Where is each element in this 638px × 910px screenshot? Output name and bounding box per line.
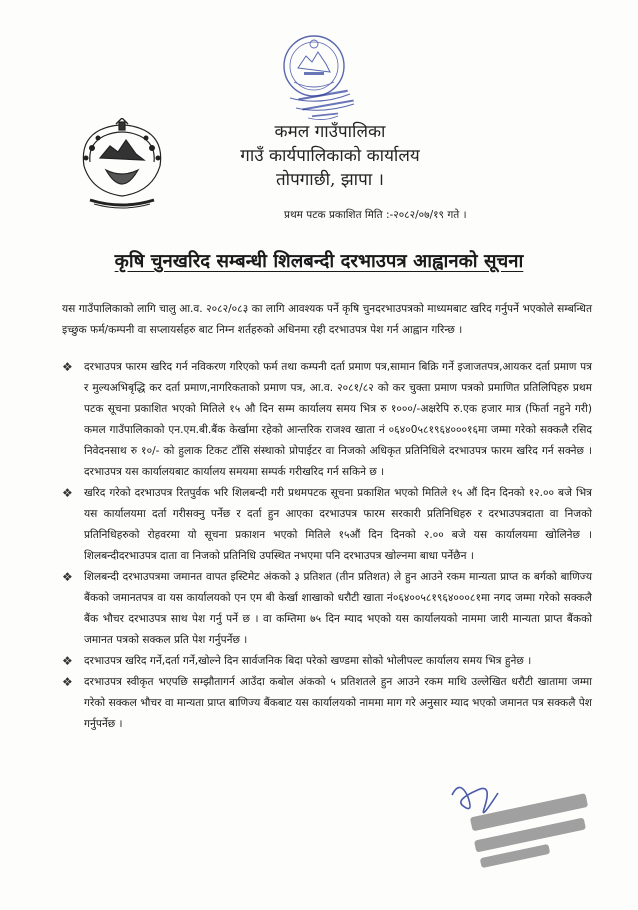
condition-text: खरिद गरेको दरभाउपत्र रितपुर्वक भरि शिलबन्दी गरी प्रथमपटक सूचना प्रकाशित भएको मितिले १५ औं दिन दिनको १२.०० बजे भित्र यस कार्यालयमा दर्ता गरीसक्नु पर्नेछ र दर्ता हुन आएका दरभाउपत्र फारम सरकारी प्रतिनिधिहरु र दरभाउपत्रदाता वा निजको प्रतिनिधिहरुको रोहवरमा यो सूचना प्रकाशन भएको मितिले १५औं दिन दिनको २.०० बजे यस कार्यालयमा खोलिनेछ । शिलबन्दीदरभाउपत्र दाता वा निजको प्रतिनिधि उपस्थित नभएमा पनि दरभाउपत्र खोल्नमा बाधा पर्नेछैन । [84, 487, 592, 562]
nepal-emblem-icon [70, 118, 174, 212]
condition-text: दरभाउपत्र फारम खरिद गर्न नविकरण गरिएको फर्म तथा कम्पनी दर्ता प्रमाण पत्र,सामान बिक्रि गर्ने इजाजतपत्र,आयकर दर्ता प्रमाण पत्र र मुल्यअभिबृद्धि कर दर्ता प्रमाण,नागरिकताको प्रमाण पत्र, आ.व. २०८१/८२ को कर चुक्ता प्रमाण पत्रको प्रमाणित प्रतिलिपिहरु प्रथम पटक सूचना प्रकाशित भएको मितिले १५ औ दिन सम्म कार्यालय समय भित्र रु १०००/-अक्षरेपि रु.एक हजार मात्र (फिर्ता नहुने गरी) कमल गाउँपालिकाको एन.एम.बी.बैंक केर्खामा रहेको आन्तरिक राजश्व खाता नं ०६४०0५८१९६४०००१६मा जम्मा गरेको सक्कलै रसिद निवेदनसाथ रु १०/- को हुलाक टिकट टाँसि संस्थाको प्रोपाईटर वा निजको अधिकृत प्रतिनिधिले दरभाउपत्र फारम खरिद गर्न सक्नेछ । दरभाउपत्र यस कार्यालयबाट कार्यालय समयमा सम्पर्क गरीखरिद गर्न सकिने छ । [84, 361, 592, 478]
publication-date: प्रथम पटक प्रकाशित मिति :-२०८२/०७/१९ गते । [284, 209, 467, 221]
office-seal-icon [268, 28, 370, 128]
diamond-bullet-icon: ❖ [62, 675, 73, 689]
diamond-bullet-icon: ❖ [62, 654, 73, 668]
condition-item-3 [62, 567, 592, 651]
condition-item-1 [62, 357, 592, 483]
condition-item-5 [62, 672, 592, 735]
officer-signature-stamp [440, 775, 600, 895]
condition-text: दरभाउपत्र स्वीकृत भएपछि सम्झौतागर्न आउँदा कबोल अंकको ५ प्रतिशतले हुन आउने रकम माथि उल्लेखित धरौटी खातामा जम्मा गरेको सक्कल भौचर वा मान्यता प्राप्त बाणिज्य बैंकबाट यस कार्यालयको नाममा माग गरे अनुसार म्याद भएको जमानत पत्र सक्कलै पेश गर्नुपर्नेछ । [84, 676, 592, 730]
condition-item-2 [62, 483, 592, 567]
intro-paragraph: यस गाउँपालिकाको लागि चालु आ.व. २०८२/०८३ का लागि आवश्यक पर्ने कृषि चुनदरभाउपत्रको माध्यमबाट खरिद गर्नुपर्ने भएकोले सम्बन्धित इच्छुक फर्म/कम्पनी वा सप्लायर्सहरु बाट निम्न शर्तहरुको अधिनमा रही दरभाउपत्र पेश गर्न आह्वान गरिन्छ । [62, 303, 592, 336]
office-name: कमल गाउँपालिका [274, 122, 386, 142]
diamond-bullet-icon: ❖ [62, 360, 73, 374]
condition-text: दरभाउपत्र खरिद गर्ने,दर्ता गर्ने,खोल्ने दिन सार्वजनिक बिदा परेको खण्डमा सोको भोलीपल्ट कार्यालय समय भित्र हुनेछ । [84, 655, 532, 667]
notice-title: कृषि चुनखरिद सम्बन्धी शिलबन्दी दरभाउपत्र आह्वानको सूचना [114, 251, 524, 272]
condition-item-4 [62, 651, 592, 672]
diamond-bullet-icon: ❖ [62, 570, 73, 584]
diamond-bullet-icon: ❖ [62, 486, 73, 500]
office-subtitle: गाउँ कार्यपालिकाको कार्यालय [240, 146, 420, 166]
office-letterhead [200, 120, 460, 192]
conditions-list [62, 357, 592, 735]
condition-text: शिलबन्दी दरभाउपत्रमा जमानत वापत इस्टिमेट अंकको ३ प्रतिशत (तीन प्रतिशत) ले हुन आउने रकम मान्यता प्राप्त क बर्गको बाणिज्य बैंकको जमानतपत्र वा यस कार्यालयको एन एम बी केर्खा शाखाको धरौटी खाता नं०६४००५८१९६४०००८१मा नगद जम्मा गरेको सक्कलै बैंक भौचर दरभाउपत्र साथ पेश गर्नु पर्ने छ । वा कम्तिमा ७५ दिन म्याद भएको यस कार्यालयको नाममा जारी मान्यता प्राप्त बैंकको जमानत पत्रको सक्कल प्रति पेश गर्नुपर्नेछ । [84, 571, 592, 646]
office-location: तोपगाछी, झापा । [275, 170, 384, 190]
